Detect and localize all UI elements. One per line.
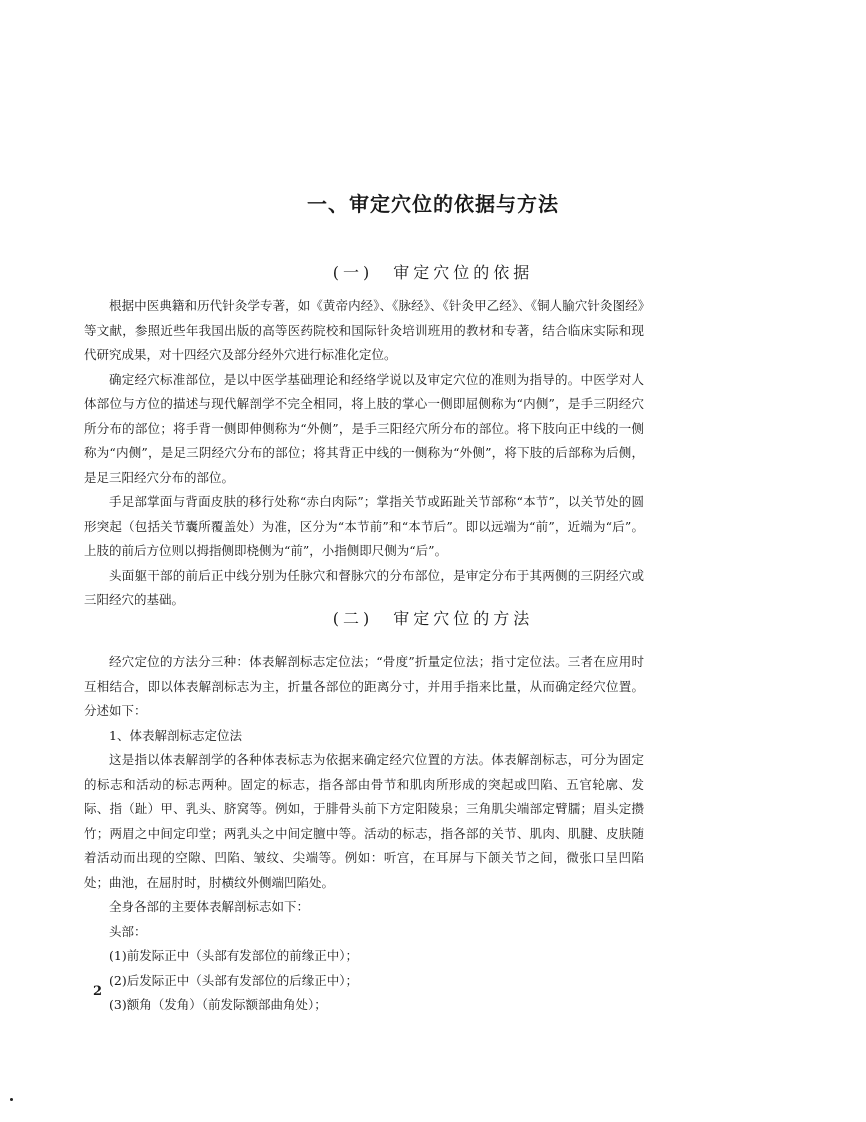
section-1-title: (一) 审定穴位的依据 [332,263,534,282]
section-2-title: (二) 审定穴位的方法 [332,609,534,628]
section-2-intro: 经穴定位的方法分三种：体表解剖标志定位法；“骨度”折量定位法；指寸定位法。三者在应用时互相结合，即以体表解剖标志为主，折量各部位的距离分寸，并用手指来比量，从而确定经穴位置。分述如下： [84,654,644,718]
section-1-paragraph: 根据中医典籍和历代针灸学专著，如《黄帝内经》、《脉经》、《针灸甲乙经》、《铜人腧穴针灸图经》等文献，参照近些年我国出版的高等医药院校和国际针灸培训班用的教材和专著，结合临床实际和现代研究成果，对十四经穴及部分经外穴进行标准化定位。 [84,298,644,362]
scan-speck [10,1098,13,1101]
section-1-paragraph: 头面躯干部的前后正中线分别为任脉穴和督脉穴的分布部位，是审定分布于其两侧的三阴经穴或三阳经穴的基础。 [84,567,644,607]
section-1-body [84,294,644,613]
landmark-list-item: (2)后发际正中（头部有发部位的后缘正中）； [109,972,358,988]
section-1-paragraph: 确定经穴标准部位，是以中医学基础理论和经络学说以及审定穴位的准则为指导的。中医学对人体部位与方位的描述与现代解剖学不完全相同，将上肢的掌心一侧即屈侧称为“内侧”，是手三阴经穴所分布的部位；将手背一侧即伸侧称为“外侧”，是手三阳经穴所分布的部位。将下肢向正中线的一侧称为“内侧”，是足三阴经穴分布的部位；将其背正中线的一侧称为“外侧”，将下肢的后部称为后侧，是足三阳经穴分布的部位。 [84,371,644,485]
landmark-list-item: (1)前发际正中（头部有发部位的前缘正中）； [109,948,358,963]
section-2-body [84,650,644,1018]
method-subheading: 1、体表解剖标志定位法 [109,727,242,743]
region-label-head: 头部： [109,923,147,939]
page-number: 2 [93,984,103,999]
landmark-list-intro: 全身各部的主要体表解剖标志如下： [109,899,310,914]
chapter-title: 一、审定穴位的依据与方法 [307,192,559,216]
section-1-paragraph: 手足部掌面与背面皮肤的移行处称“赤白肉际”；掌指关节或跖趾关节部称“本节”，以关节处的圆形突起（包括关节囊所覆盖处）为准，区分为“本节前”和“本节后”。即以远端为“前”，近端为“后”。上肢的前后方位则以拇指侧即桡侧为“前”，小指侧即尺侧为“后”。 [84,494,644,558]
landmark-list-item: (3)额角（发角）（前发际额部曲角处）； [109,997,327,1012]
section-2-paragraph: 这是指以体表解剖学的各种体表标志为依据来确定经穴位置的方法。体表解剖标志，可分为固定的标志和活动的标志两种。固定的标志，指各部由骨节和肌肉所形成的突起或凹陷、五官轮廓、发际、指（趾）甲、乳头、脐窝等。例如，于腓骨头前下方定阳陵泉；三角肌尖端部定臂臑；眉头定攒竹；两眉之中间定印堂；两乳头之中间定膻中等。活动的标志，指各部的关节、肌肉、肌腱、皮肤随着活动而出现的空隙、凹陷、皱纹、尖端等。例如：听宫，在耳屏与下颌关节之间，微张口呈凹陷处；曲池，在屈肘时，肘横纹外侧端凹陷处。 [84,752,644,890]
